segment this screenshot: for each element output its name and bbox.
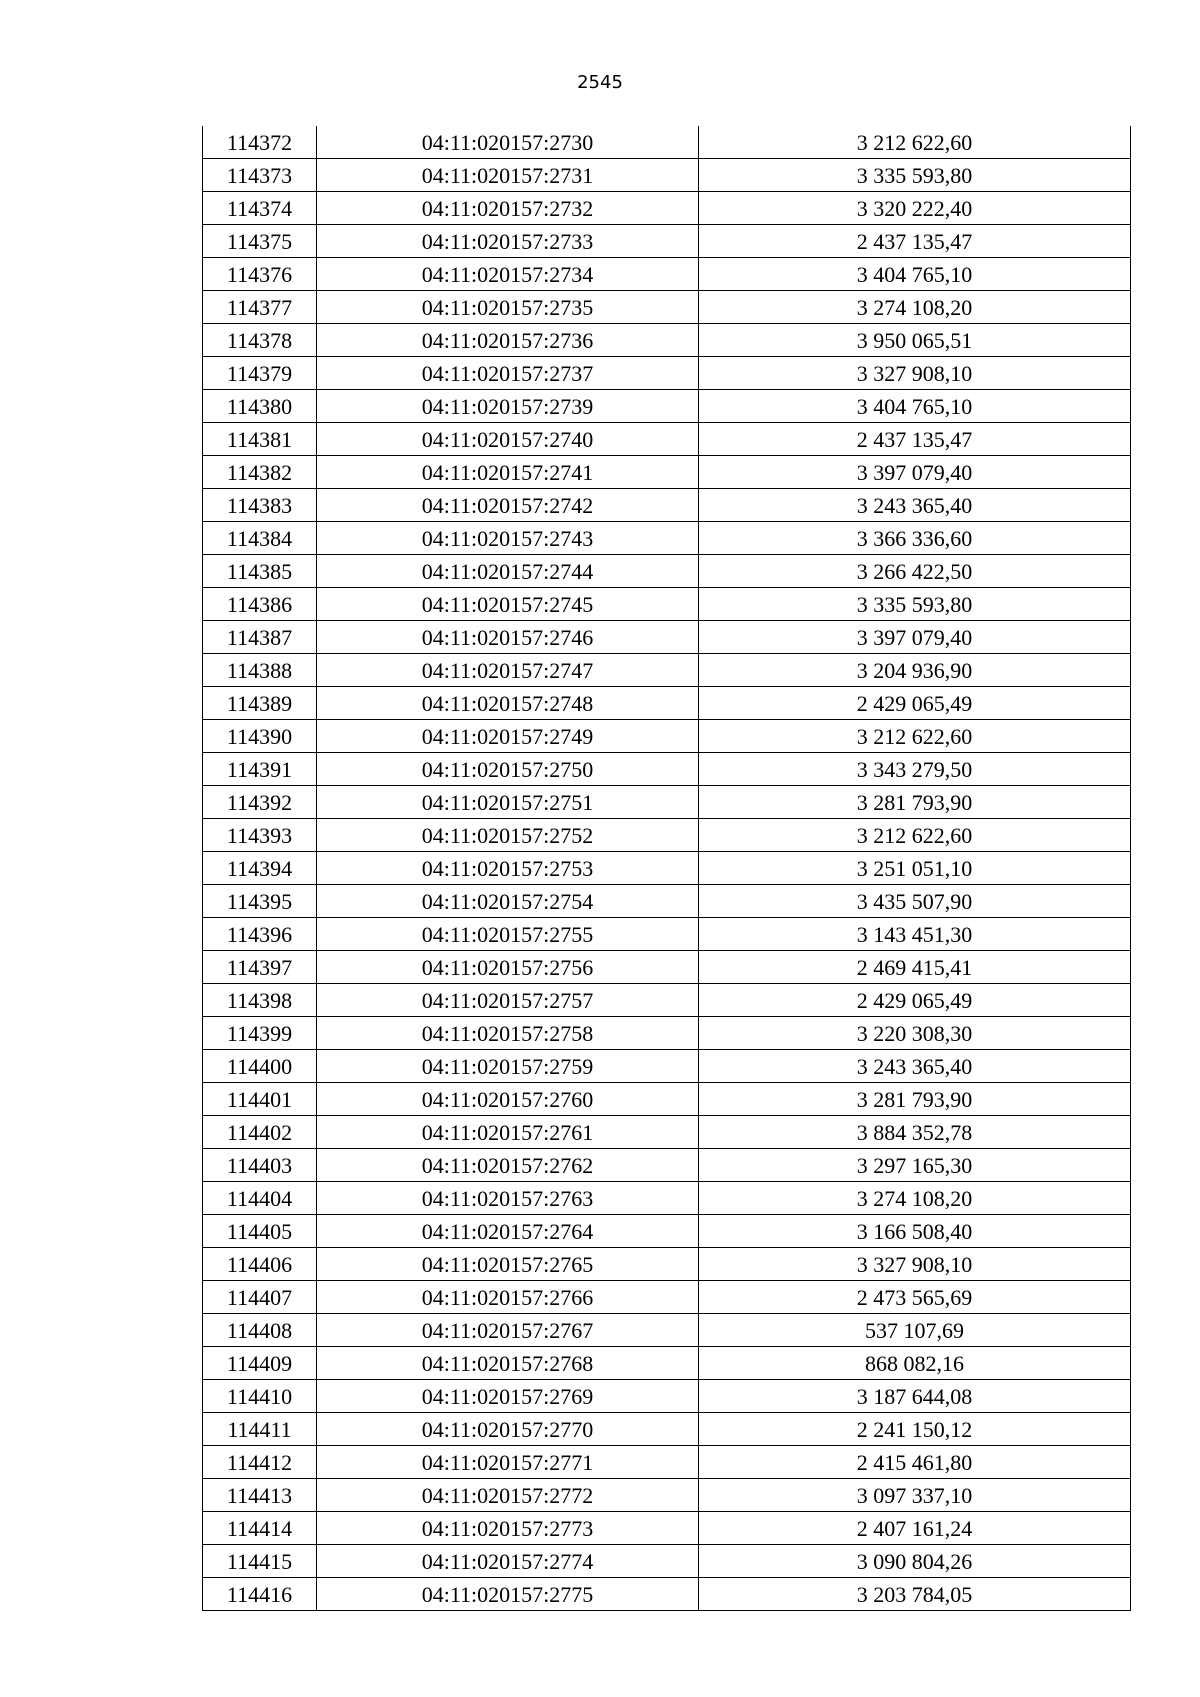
cadastral-number-cell: 04:11:020157:2753	[317, 852, 699, 885]
cadastral-value-cell: 2 429 065,49	[699, 687, 1131, 720]
table-row	[203, 291, 1131, 324]
cadastral-value-cell: 3 404 765,10	[699, 258, 1131, 291]
cadastral-value-cell: 3 281 793,90	[699, 1083, 1131, 1116]
row-number-cell: 114395	[203, 885, 317, 918]
cadastral-number-cell: 04:11:020157:2759	[317, 1050, 699, 1083]
cadastral-value-cell: 3 097 337,10	[699, 1479, 1131, 1512]
cadastral-value-cell: 2 469 415,41	[699, 951, 1131, 984]
table-row	[203, 1380, 1131, 1413]
row-number-cell: 114391	[203, 753, 317, 786]
row-number-cell: 114404	[203, 1182, 317, 1215]
table-row	[203, 423, 1131, 456]
cadastral-value-cell: 3 404 765,10	[699, 390, 1131, 423]
row-number-cell: 114401	[203, 1083, 317, 1116]
cadastral-value-cell: 3 274 108,20	[699, 1182, 1131, 1215]
row-number-cell: 114379	[203, 357, 317, 390]
row-number-cell: 114405	[203, 1215, 317, 1248]
cadastral-value-cell: 537 107,69	[699, 1314, 1131, 1347]
table-row	[203, 1512, 1131, 1545]
cadastral-value-cell: 2 437 135,47	[699, 225, 1131, 258]
cadastral-number-cell: 04:11:020157:2765	[317, 1248, 699, 1281]
cadastral-value-cell: 868 082,16	[699, 1347, 1131, 1380]
table-row	[203, 1314, 1131, 1347]
cadastral-number-cell: 04:11:020157:2739	[317, 390, 699, 423]
cadastral-value-cell: 2 241 150,12	[699, 1413, 1131, 1446]
table-row	[203, 126, 1131, 159]
table-row	[203, 390, 1131, 423]
cadastral-number-cell: 04:11:020157:2730	[317, 126, 699, 159]
cadastral-value-cell: 3 220 308,30	[699, 1017, 1131, 1050]
cadastral-number-cell: 04:11:020157:2764	[317, 1215, 699, 1248]
row-number-cell: 114382	[203, 456, 317, 489]
table-row	[203, 1446, 1131, 1479]
cadastral-number-cell: 04:11:020157:2745	[317, 588, 699, 621]
table-row	[203, 819, 1131, 852]
row-number-cell: 114398	[203, 984, 317, 1017]
table-row	[203, 1578, 1131, 1611]
cadastral-value-cell: 2 407 161,24	[699, 1512, 1131, 1545]
row-number-cell: 114416	[203, 1578, 317, 1611]
cadastral-value-cell: 3 327 908,10	[699, 357, 1131, 390]
row-number-cell: 114385	[203, 555, 317, 588]
cadastral-number-cell: 04:11:020157:2762	[317, 1149, 699, 1182]
cadastral-number-cell: 04:11:020157:2749	[317, 720, 699, 753]
table-row	[203, 720, 1131, 753]
cadastral-value-cell: 3 397 079,40	[699, 621, 1131, 654]
row-number-cell: 114400	[203, 1050, 317, 1083]
row-number-cell: 114394	[203, 852, 317, 885]
table-row	[203, 852, 1131, 885]
cadastral-number-cell: 04:11:020157:2741	[317, 456, 699, 489]
cadastral-value-table	[202, 126, 1131, 1611]
row-number-cell: 114392	[203, 786, 317, 819]
cadastral-value-cell: 2 473 565,69	[699, 1281, 1131, 1314]
table-row	[203, 522, 1131, 555]
cadastral-number-cell: 04:11:020157:2736	[317, 324, 699, 357]
cadastral-number-cell: 04:11:020157:2752	[317, 819, 699, 852]
table-row	[203, 984, 1131, 1017]
cadastral-number-cell: 04:11:020157:2747	[317, 654, 699, 687]
table-row	[203, 951, 1131, 984]
cadastral-value-cell: 3 343 279,50	[699, 753, 1131, 786]
cadastral-number-cell: 04:11:020157:2766	[317, 1281, 699, 1314]
cadastral-number-cell: 04:11:020157:2755	[317, 918, 699, 951]
cadastral-value-cell: 3 203 784,05	[699, 1578, 1131, 1611]
table-row	[203, 885, 1131, 918]
cadastral-number-cell: 04:11:020157:2732	[317, 192, 699, 225]
cadastral-value-cell: 3 143 451,30	[699, 918, 1131, 951]
cadastral-number-cell: 04:11:020157:2771	[317, 1446, 699, 1479]
row-number-cell: 114377	[203, 291, 317, 324]
table-row	[203, 258, 1131, 291]
cadastral-number-cell: 04:11:020157:2734	[317, 258, 699, 291]
cadastral-value-cell: 3 435 507,90	[699, 885, 1131, 918]
cadastral-value-cell: 3 266 422,50	[699, 555, 1131, 588]
row-number-cell: 114415	[203, 1545, 317, 1578]
cadastral-number-cell: 04:11:020157:2743	[317, 522, 699, 555]
table-row	[203, 918, 1131, 951]
cadastral-number-cell: 04:11:020157:2740	[317, 423, 699, 456]
table-row	[203, 159, 1131, 192]
cadastral-value-cell: 3 320 222,40	[699, 192, 1131, 225]
cadastral-value-cell: 3 327 908,10	[699, 1248, 1131, 1281]
table-row	[203, 588, 1131, 621]
cadastral-number-cell: 04:11:020157:2756	[317, 951, 699, 984]
row-number-cell: 114414	[203, 1512, 317, 1545]
row-number-cell: 114381	[203, 423, 317, 456]
table-row	[203, 654, 1131, 687]
cadastral-number-cell: 04:11:020157:2763	[317, 1182, 699, 1215]
table-row	[203, 1182, 1131, 1215]
cadastral-number-cell: 04:11:020157:2731	[317, 159, 699, 192]
cadastral-number-cell: 04:11:020157:2770	[317, 1413, 699, 1446]
table-row	[203, 1050, 1131, 1083]
row-number-cell: 114399	[203, 1017, 317, 1050]
cadastral-number-cell: 04:11:020157:2737	[317, 357, 699, 390]
cadastral-number-cell: 04:11:020157:2768	[317, 1347, 699, 1380]
table-row	[203, 225, 1131, 258]
cadastral-value-cell: 2 429 065,49	[699, 984, 1131, 1017]
cadastral-number-cell: 04:11:020157:2754	[317, 885, 699, 918]
row-number-cell: 114408	[203, 1314, 317, 1347]
cadastral-number-cell: 04:11:020157:2750	[317, 753, 699, 786]
row-number-cell: 114409	[203, 1347, 317, 1380]
row-number-cell: 114384	[203, 522, 317, 555]
row-number-cell: 114373	[203, 159, 317, 192]
cadastral-value-cell: 3 187 644,08	[699, 1380, 1131, 1413]
cadastral-number-cell: 04:11:020157:2761	[317, 1116, 699, 1149]
cadastral-value-cell: 3 274 108,20	[699, 291, 1131, 324]
row-number-cell: 114393	[203, 819, 317, 852]
cadastral-value-cell: 3 950 065,51	[699, 324, 1131, 357]
row-number-cell: 114372	[203, 126, 317, 159]
row-number-cell: 114402	[203, 1116, 317, 1149]
row-number-cell: 114376	[203, 258, 317, 291]
cadastral-value-cell: 3 090 804,26	[699, 1545, 1131, 1578]
row-number-cell: 114375	[203, 225, 317, 258]
cadastral-value-cell: 2 415 461,80	[699, 1446, 1131, 1479]
cadastral-number-cell: 04:11:020157:2735	[317, 291, 699, 324]
cadastral-value-cell: 3 243 365,40	[699, 489, 1131, 522]
cadastral-number-cell: 04:11:020157:2757	[317, 984, 699, 1017]
table-row	[203, 192, 1131, 225]
table-row	[203, 489, 1131, 522]
cadastral-number-cell: 04:11:020157:2773	[317, 1512, 699, 1545]
table-row	[203, 687, 1131, 720]
row-number-cell: 114388	[203, 654, 317, 687]
table-row	[203, 1017, 1131, 1050]
row-number-cell: 114387	[203, 621, 317, 654]
cadastral-number-cell: 04:11:020157:2775	[317, 1578, 699, 1611]
row-number-cell: 114412	[203, 1446, 317, 1479]
row-number-cell: 114383	[203, 489, 317, 522]
row-number-cell: 114403	[203, 1149, 317, 1182]
table-row	[203, 324, 1131, 357]
row-number-cell: 114374	[203, 192, 317, 225]
cadastral-value-cell: 2 437 135,47	[699, 423, 1131, 456]
cadastral-value-cell: 3 297 165,30	[699, 1149, 1131, 1182]
row-number-cell: 114386	[203, 588, 317, 621]
cadastral-value-cell: 3 243 365,40	[699, 1050, 1131, 1083]
cadastral-number-cell: 04:11:020157:2758	[317, 1017, 699, 1050]
row-number-cell: 114390	[203, 720, 317, 753]
row-number-cell: 114396	[203, 918, 317, 951]
cadastral-value-cell: 3 281 793,90	[699, 786, 1131, 819]
cadastral-value-cell: 3 397 079,40	[699, 456, 1131, 489]
cadastral-number-cell: 04:11:020157:2742	[317, 489, 699, 522]
cadastral-value-cell: 3 212 622,60	[699, 819, 1131, 852]
table-row	[203, 1149, 1131, 1182]
table-row	[203, 621, 1131, 654]
cadastral-value-cell: 3 335 593,80	[699, 159, 1131, 192]
cadastral-value-cell: 3 166 508,40	[699, 1215, 1131, 1248]
cadastral-number-cell: 04:11:020157:2774	[317, 1545, 699, 1578]
row-number-cell: 114389	[203, 687, 317, 720]
cadastral-number-cell: 04:11:020157:2748	[317, 687, 699, 720]
row-number-cell: 114380	[203, 390, 317, 423]
table-row	[203, 753, 1131, 786]
cadastral-number-cell: 04:11:020157:2769	[317, 1380, 699, 1413]
cadastral-number-cell: 04:11:020157:2746	[317, 621, 699, 654]
row-number-cell: 114410	[203, 1380, 317, 1413]
row-number-cell: 114397	[203, 951, 317, 984]
table-row	[203, 1347, 1131, 1380]
table-row	[203, 456, 1131, 489]
table-row	[203, 1215, 1131, 1248]
row-number-cell: 114406	[203, 1248, 317, 1281]
table-row	[203, 1479, 1131, 1512]
table-row	[203, 1281, 1131, 1314]
cadastral-number-cell: 04:11:020157:2760	[317, 1083, 699, 1116]
row-number-cell: 114413	[203, 1479, 317, 1512]
cadastral-number-cell: 04:11:020157:2767	[317, 1314, 699, 1347]
table-row	[203, 555, 1131, 588]
table-row	[203, 1083, 1131, 1116]
cadastral-value-cell: 3 335 593,80	[699, 588, 1131, 621]
cadastral-number-cell: 04:11:020157:2751	[317, 786, 699, 819]
table-row	[203, 1545, 1131, 1578]
cadastral-value-cell: 3 251 051,10	[699, 852, 1131, 885]
table-row	[203, 1248, 1131, 1281]
row-number-cell: 114407	[203, 1281, 317, 1314]
cadastral-value-cell: 3 204 936,90	[699, 654, 1131, 687]
cadastral-value-cell: 3 366 336,60	[699, 522, 1131, 555]
table-row	[203, 1116, 1131, 1149]
table-row	[203, 357, 1131, 390]
table-body	[203, 126, 1131, 1611]
row-number-cell: 114411	[203, 1413, 317, 1446]
cadastral-value-cell: 3 212 622,60	[699, 720, 1131, 753]
cadastral-value-cell: 3 884 352,78	[699, 1116, 1131, 1149]
cadastral-value-cell: 3 212 622,60	[699, 126, 1131, 159]
cadastral-number-cell: 04:11:020157:2733	[317, 225, 699, 258]
row-number-cell: 114378	[203, 324, 317, 357]
table-row	[203, 1413, 1131, 1446]
page-number: 2545	[577, 72, 623, 93]
cadastral-number-cell: 04:11:020157:2744	[317, 555, 699, 588]
cadastral-number-cell: 04:11:020157:2772	[317, 1479, 699, 1512]
table-row	[203, 786, 1131, 819]
